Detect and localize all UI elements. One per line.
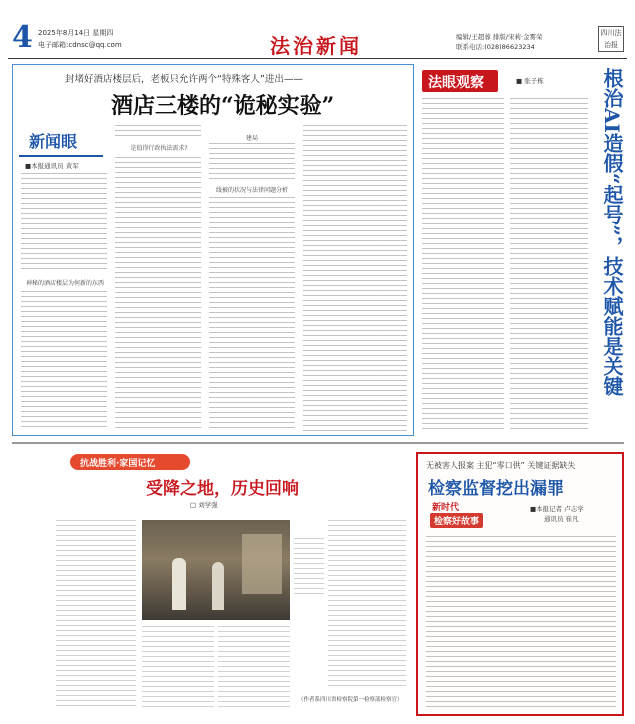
badge-bottom: 检察好故事 (430, 513, 483, 528)
column-3-text-2 (209, 197, 295, 431)
surrender-col-4 (328, 520, 406, 690)
surrender-col-1 (56, 520, 136, 710)
editor-line: 电子邮箱:cdnsc@qq.com (38, 41, 122, 49)
column-1-text-2 (21, 291, 107, 431)
page-number: 4 (12, 20, 33, 55)
story-kicker: 封堵好酒店楼层后，老板只允许两个“特殊客人”进出—— (65, 74, 303, 85)
column-2-intro (115, 125, 201, 139)
good-story-badge (428, 500, 522, 530)
subhead-2: 是值得行政执法需求? (130, 145, 188, 152)
surrender-col-3 (218, 626, 290, 710)
section-title: 法治新闻 (270, 34, 362, 58)
date-line: 2025年8月14日 星期四 (38, 29, 114, 37)
museum-photo (142, 520, 290, 620)
story-headline: 酒店三楼的“诡秘实验” (111, 93, 335, 119)
news-eye-badge (19, 127, 103, 157)
history-kicker-badge (70, 454, 190, 470)
column-2-text (115, 157, 201, 431)
news-eye-label: 新闻眼 (29, 132, 78, 151)
opinion-text-2 (510, 98, 588, 430)
legal-eye-badge (422, 70, 498, 92)
column-1-text (21, 173, 107, 273)
surrender-byline: □ 刘学强 (190, 501, 218, 509)
surrender-headline: 受降之地，历史回响 (146, 479, 299, 499)
surrender-col-2 (142, 626, 214, 710)
procurat-text (426, 536, 616, 710)
procurat-kicker: 无被害人报案 主犯“零口供” 关键证据缺失 (426, 461, 576, 470)
photo-figure-2 (212, 562, 224, 610)
surrender-footnote: （作者系四川省检察院第一检察部检察官） (298, 697, 403, 703)
badge-top: 新时代 (432, 503, 460, 513)
column-4-text (303, 125, 407, 431)
column-3-text (209, 143, 295, 181)
newspaper-logo: 四川法治报 (598, 26, 624, 52)
right-info-2: 联系电话:(028)86623234 (456, 43, 535, 51)
opinion-headline: 根治AI造假“起号”，技术赋能是关键 (600, 68, 624, 396)
story-surrender (12, 450, 410, 718)
story-procuratorate (416, 452, 624, 716)
opinion-text-1 (422, 98, 504, 430)
story-hotel (12, 64, 414, 436)
subhead-3: 线被的状况与法律问题分析 (215, 187, 288, 194)
opinion-author: ■ 张子栋 (516, 77, 544, 85)
procurat-reporter: ■本报记者 卢志学 (530, 505, 584, 513)
procurat-headline: 检察监督挖出漏罪 (428, 479, 564, 499)
legal-eye-label: 法眼观察 (428, 75, 484, 91)
story-reporter: ■本报通讯员 黄军 (25, 162, 79, 170)
horizontal-rule (12, 442, 624, 444)
subhead-1: 神秘的酒店楼层为何新的东西 (25, 280, 104, 287)
photo-exhibit-wall (242, 534, 282, 594)
history-kicker: 抗战胜利·家国记忆 (80, 459, 156, 469)
right-info-1: 编辑/王超蓉 排版/宋莉·金雾荣 (456, 33, 543, 41)
photo-caption-text (294, 538, 324, 598)
photo-figure-1 (172, 558, 186, 610)
procurat-correspondent: 通讯员 崔凡 (544, 515, 579, 523)
page-header (0, 0, 635, 64)
subhead-4: 建局 (245, 135, 258, 142)
opinion-section (418, 64, 628, 436)
